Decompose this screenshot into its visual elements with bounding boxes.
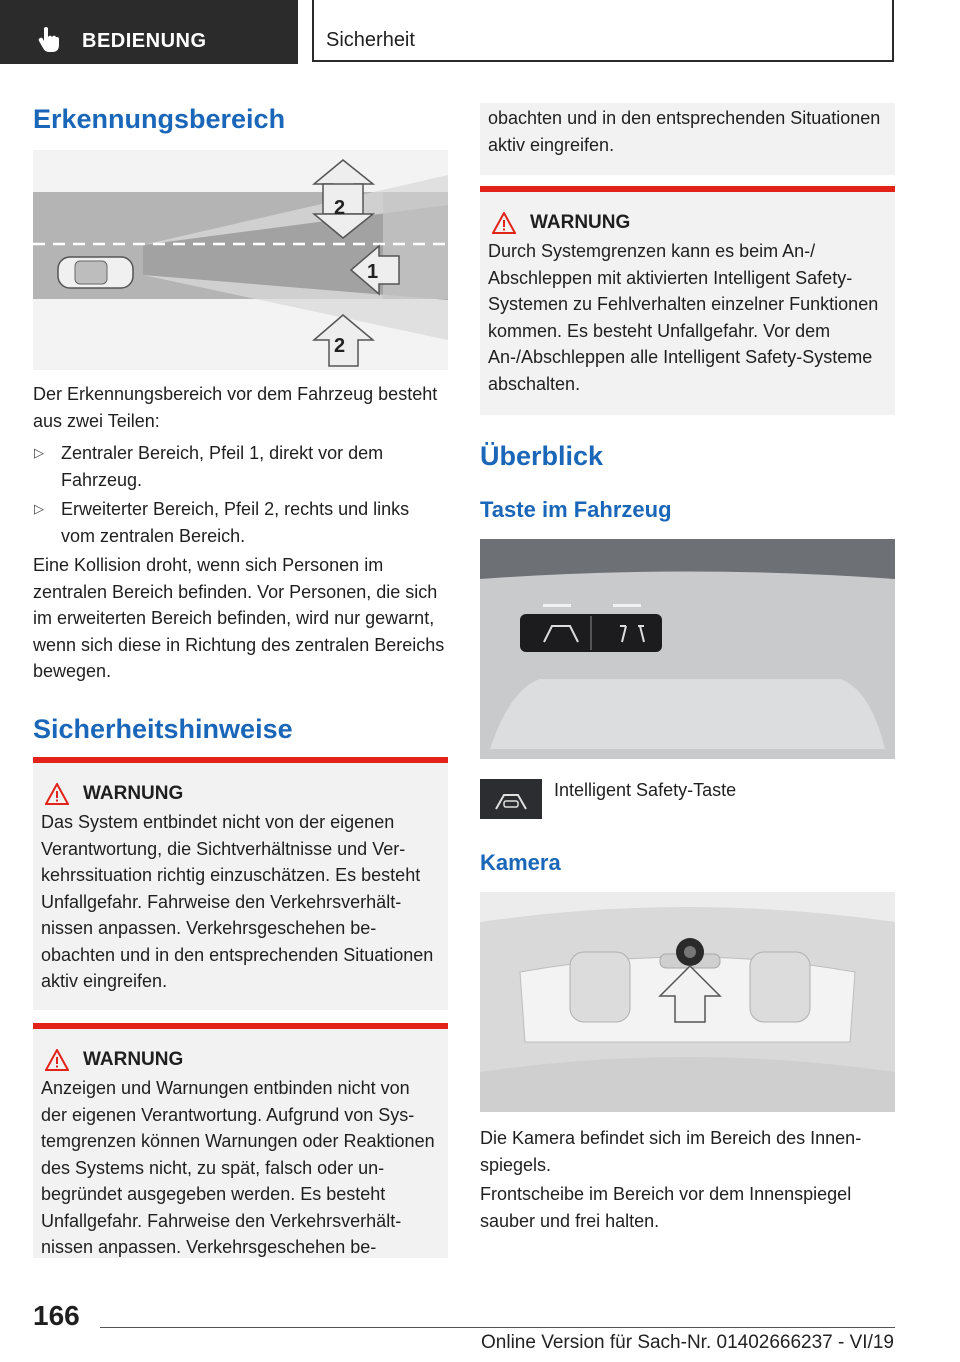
warning-text: Das System entbindet nicht von der eigenen Verantwortung, die Sichtverhältnisse und Verkehrssituation richtig einzuschätzen. Es besteht Unfallgefahr. Fahrweise den Verkehrsverhältnissen anpassen. Verkehrsgeschehen beobachten und in den entsprechenden Situationen aktiv eingreifen. [41,812,434,991]
warning-box-2 [33,1023,448,1258]
bullet-text: Erweiterter Bereich, Pfeil 2, rechts und links vom zentralen Bereich. [61,499,410,546]
button-photo [480,539,895,759]
heading-kamera: Kamera [480,850,561,875]
section-header [312,0,894,62]
heading-taste-im-fahrzeug: Taste im Fahrzeug [480,497,672,522]
warning-text: Durch Systemgrenzen kann es beim An-/ Abschleppen mit aktivierten Intelligent Safety-Systemen zu Fehlverhalten einzelner Funktionen kommen. Es besteht Unfallgefahr. Vor dem An-/Abschleppen alle Intelligent Safety-Systeme abschalten. [488,241,879,394]
safety-button-thumbnail [480,779,542,819]
intelligent-safety-button-icon [480,779,542,819]
page-number: 166 [33,1300,80,1331]
heading-erkennungsbereich: Erkennungsbereich [33,104,286,134]
triangle-bullet-icon: ▷ [34,501,44,516]
heading-sicherheitshinweise: Sicherheitshinweise [33,714,293,744]
warning-box-1 [33,757,448,1010]
chapter-label: BEDIENUNG [82,30,207,52]
camera-photo [480,892,895,1112]
warning-text: obachten und in den entsprechenden Situationen aktiv eingreifen. [488,108,881,155]
bullet-text: Zentraler Bereich, Pfeil 1, direkt vor dem Fahrzeug. [61,443,384,490]
chapter-tab[interactable] [0,0,298,64]
warning-title: WARNUNG [83,783,184,804]
section-label: Sicherheit [326,29,415,51]
detection-area-diagram [33,150,448,370]
intro-paragraph: Der Erkennungsbereich vor dem Fahrzeug besteht aus zwei Teilen: [33,384,438,431]
camera-location-illustration [480,892,895,1112]
car-icon [58,257,133,288]
triangle-bullet-icon: ▷ [34,445,44,460]
warning-title: WARNUNG [83,1049,184,1070]
safety-button-label: Intelligent Safety-Taste [554,780,737,800]
warning-triangle-icon [45,1049,69,1071]
warning-box-2-continued [480,103,895,175]
warning-text: Anzeigen und Warnungen entbinden nicht von der eigenen Verantwortung. Aufgrund von Systemgrenzen können Warnungen oder Reaktionen des Systems nicht, zu spät, falsch oder unbegründet ausgegeben werden. Es besteht Unfallgefahr. Fahrweise den Verkehrsverhältnissen anpassen. Verkehrsgeschehen be- [41,1078,435,1257]
hand-pointer-icon [38,26,60,52]
warning-triangle-icon [45,783,69,805]
figure-label-1: 1 [367,261,379,283]
warning-header [492,212,887,234]
warning-title: WARNUNG [530,212,631,233]
online-version-note: Online Version für Sach-Nr. 01402666237 - VI/19 [481,1332,894,1353]
warning-triangle-icon [492,212,516,234]
kamera-paragraph-2: Frontscheibe im Bereich vor dem Innenspiegel sauber und frei halten. [480,1184,852,1231]
detection-area-figure [33,150,448,370]
warning-header [45,783,440,805]
footer-divider [100,1327,895,1328]
bullet-item-erweitert [33,496,448,549]
bullet-item-zentral [33,440,448,493]
kollision-paragraph: Eine Kollision droht, wenn sich Personen im zentralen Bereich befinden. Vor Personen, die sich im erweiterten Bereich befinden, wird nur gewarnt, wenn sich diese in Richtung des zentralen Bereichs bewegen. [33,555,445,681]
figure-label-2-top: 2 [334,197,346,219]
warning-box-3 [480,186,895,415]
kamera-paragraph-1: Die Kamera befindet sich im Bereich des Innenspiegels. [480,1128,862,1175]
button-panel-illustration [480,539,895,759]
figure-label-2-bottom: 2 [334,335,346,357]
warning-header [45,1049,440,1071]
heading-ueberblick: Überblick [480,441,604,471]
